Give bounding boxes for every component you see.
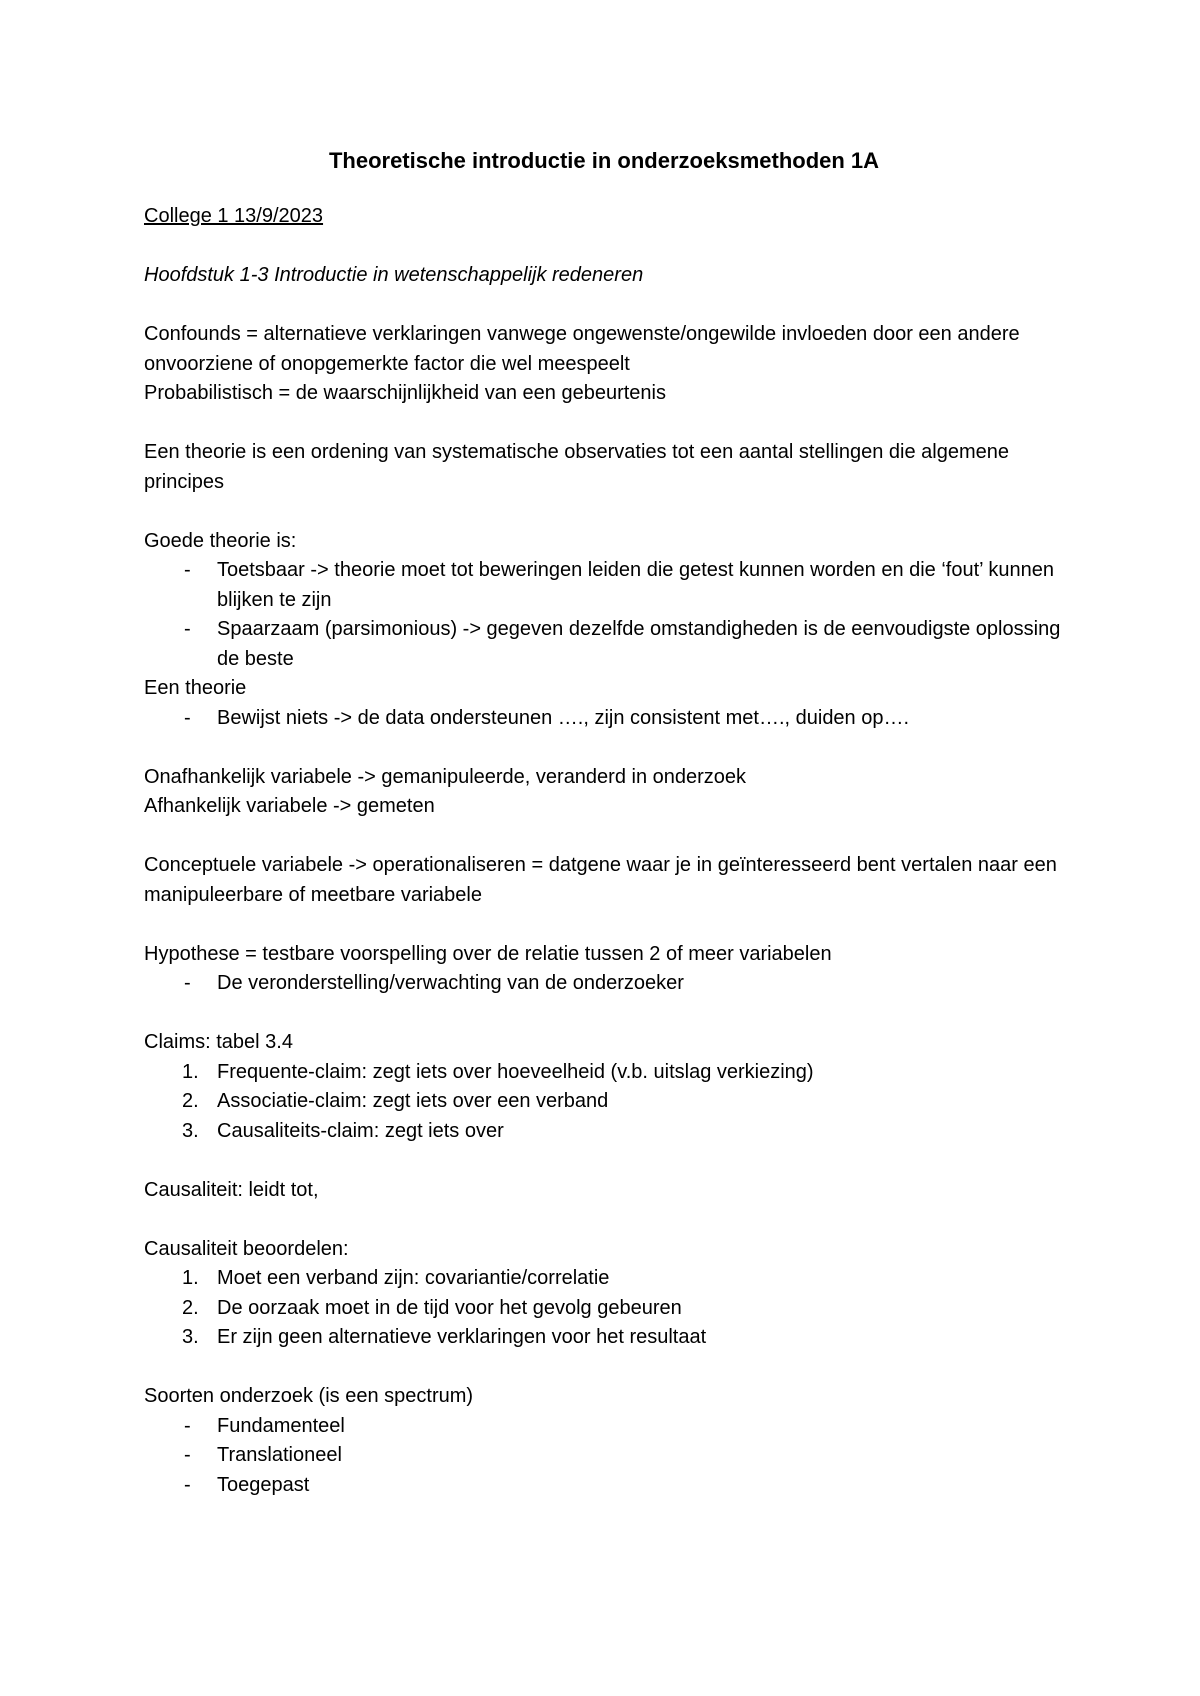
bullet-dash: -	[184, 1473, 191, 1496]
list-item-text: Spaarzaam (parsimonious) -> gegeven dezelfde omstandigheden is de eenvoudigste oplossing de beste	[217, 618, 1061, 670]
list-number: 2.	[182, 1296, 199, 1319]
list-item	[144, 1087, 1064, 1117]
bullet-dash: -	[184, 1444, 191, 1466]
list-number: 1.	[182, 1060, 199, 1083]
definitions-block	[144, 320, 1064, 409]
list-item-text: Toegepast	[217, 1473, 310, 1496]
hypothesis-block	[144, 940, 1064, 999]
list-item	[144, 704, 1064, 734]
claims-list	[144, 1058, 1064, 1147]
a-theory-heading: Een theorie	[144, 677, 247, 699]
independent-variable: Onafhankelijk variabele -> gemanipuleerde, veranderd in onderzoek	[144, 765, 747, 788]
variables-block	[144, 763, 1064, 822]
list-item-text: Toetsbaar -> theorie moet tot beweringen leiden die getest kunnen worden en die ‘fout’ kunnen blijken te zijn	[217, 559, 1055, 611]
causality-judge-block	[144, 1235, 1064, 1353]
list-number: 1.	[182, 1267, 199, 1289]
bullet-dash: -	[184, 972, 191, 994]
claims-heading: Claims: tabel 3.4	[144, 1031, 293, 1053]
theory-block	[144, 527, 1064, 734]
bullet-dash: -	[184, 618, 191, 640]
causality-judge-heading: Causaliteit beoordelen:	[144, 1237, 349, 1260]
bullet-dash: -	[184, 559, 191, 581]
document-title: Theoretische introductie in onderzoeksmethoden 1A	[328, 148, 880, 173]
research-types-list	[144, 1412, 1064, 1501]
conceptual-variable: Conceptuele variabele -> operationaliseren = datgene waar je in geïnteresseerd bent vertalen naar een manipuleerbare of meetbare variabele	[144, 854, 1057, 906]
research-types-block	[144, 1382, 1064, 1500]
list-item	[144, 556, 1064, 615]
list-item	[144, 1441, 1064, 1471]
dependent-variable: Afhankelijk variabele -> gemeten	[144, 795, 435, 817]
claims-block	[144, 1028, 1064, 1146]
list-number: 3.	[182, 1119, 199, 1142]
a-theory-list	[144, 704, 1064, 734]
causality-line: Causaliteit: leidt tot,	[144, 1178, 319, 1201]
list-item-text: De veronderstelling/verwachting van de onderzoeker	[217, 972, 684, 994]
list-item-text: Frequente-claim: zegt iets over hoeveelheid (v.b. uitslag verkiezing)	[217, 1060, 814, 1083]
lecture-heading: College 1 13/9/2023	[144, 205, 324, 227]
list-item-text: Er zijn geen alternatieve verklaringen voor het resultaat	[217, 1326, 707, 1348]
list-item	[144, 1294, 1064, 1324]
theory-definition: Een theorie is een ordening van systematische observaties tot een aantal stellingen die algemene principes	[144, 441, 1009, 493]
list-item-text: Causaliteits-claim: zegt iets over	[217, 1119, 504, 1142]
definition-probabilistic: Probabilistisch = de waarschijnlijkheid van een gebeurtenis	[144, 382, 666, 404]
document-content	[144, 146, 1064, 1530]
research-types-heading: Soorten onderzoek (is een spectrum)	[144, 1385, 474, 1407]
definition-confounds: Confounds = alternatieve verklaringen vanwege ongewenste/ongewilde invloeden door een andere onvoorziene of onopgemerkte factor die wel meespeelt	[144, 323, 1020, 375]
list-item	[144, 1471, 1064, 1501]
bullet-dash: -	[184, 706, 191, 729]
list-item-text: Translationeel	[217, 1444, 342, 1466]
list-item	[144, 1323, 1064, 1353]
list-item	[144, 1058, 1064, 1088]
list-item	[144, 969, 1064, 999]
good-theory-heading: Goede theorie is:	[144, 529, 297, 552]
list-item	[144, 615, 1064, 674]
list-item-text: De oorzaak moet in de tijd voor het gevolg gebeuren	[217, 1296, 682, 1319]
list-item-text: Associatie-claim: zegt iets over een verband	[217, 1090, 609, 1112]
list-item	[144, 1412, 1064, 1442]
list-item-text: Bewijst niets -> de data ondersteunen …., zijn consistent met…., duiden op….	[217, 706, 910, 729]
list-number: 3.	[182, 1326, 199, 1348]
list-item	[144, 1117, 1064, 1147]
hypothesis-heading: Hypothese = testbare voorspelling over de relatie tussen 2 of meer variabelen	[144, 942, 832, 965]
causality-judge-list	[144, 1264, 1064, 1353]
list-number: 2.	[182, 1090, 199, 1112]
list-item-text: Moet een verband zijn: covariantie/correlatie	[217, 1267, 610, 1289]
list-item-text: Fundamenteel	[217, 1414, 345, 1437]
hypothesis-list	[144, 969, 1064, 999]
bullet-dash: -	[184, 1414, 191, 1437]
chapter-heading: Hoofdstuk 1-3 Introductie in wetenschappelijk redeneren	[144, 264, 644, 286]
list-item	[144, 1264, 1064, 1294]
good-theory-list	[144, 556, 1064, 674]
